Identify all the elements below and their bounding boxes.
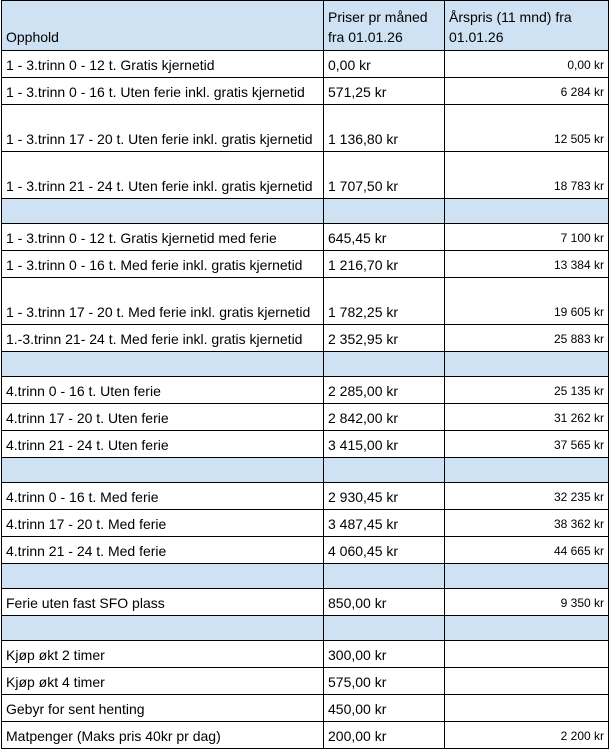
- separator-cell: [324, 458, 445, 483]
- cell-monthly-price: 1 216,70 kr: [324, 251, 445, 278]
- table-row: [2, 641, 609, 668]
- cell-stay: 4.trinn 17 - 20 t. Med ferie: [2, 510, 324, 537]
- separator-cell: [2, 352, 324, 377]
- cell-monthly-price: 2 930,45 kr: [324, 483, 445, 510]
- cell-stay: 1 - 3.trinn 0 - 16 t. Med ferie inkl. gratis kjernetid: [2, 251, 324, 278]
- separator-cell: [324, 564, 445, 589]
- header-annual-price: Årspris (11 mnd) fra 01.01.26: [445, 1, 609, 51]
- cell-monthly-price: 300,00 kr: [324, 641, 445, 668]
- cell-annual-price: 6 284 kr: [445, 78, 609, 105]
- price-table: [1, 0, 609, 749]
- cell-stay: 1 - 3.trinn 0 - 16 t. Uten ferie inkl. gratis kjernetid: [2, 78, 324, 105]
- cell-stay: 4.trinn 21 - 24 t. Med ferie: [2, 537, 324, 564]
- separator-cell: [2, 564, 324, 589]
- cell-annual-price: 9 350 kr: [445, 589, 609, 616]
- cell-annual-price: 38 362 kr: [445, 510, 609, 537]
- separator-cell: [2, 616, 324, 641]
- separator-cell: [324, 199, 445, 224]
- cell-monthly-price: 3 415,00 kr: [324, 431, 445, 458]
- cell-monthly-price: 4 060,45 kr: [324, 537, 445, 564]
- table-row: [2, 278, 609, 325]
- separator-cell: [324, 352, 445, 377]
- cell-monthly-price: 1 136,80 kr: [324, 105, 445, 152]
- cell-annual-price: 0,00 kr: [445, 51, 609, 78]
- table-row: [2, 722, 609, 749]
- cell-stay: Gebyr for sent henting: [2, 695, 324, 722]
- header-monthly-price: Priser pr måned fra 01.01.26: [324, 1, 445, 51]
- cell-annual-price: 37 565 kr: [445, 431, 609, 458]
- table-row: [2, 537, 609, 564]
- section-separator-row: [2, 458, 609, 483]
- separator-cell: [445, 564, 609, 589]
- cell-monthly-price: 571,25 kr: [324, 78, 445, 105]
- cell-annual-price: [445, 641, 609, 668]
- table-row: [2, 404, 609, 431]
- cell-stay: Kjøp økt 2 timer: [2, 641, 324, 668]
- cell-annual-price: [445, 668, 609, 695]
- separator-cell: [2, 458, 324, 483]
- cell-stay: Kjøp økt 4 timer: [2, 668, 324, 695]
- cell-monthly-price: 1 782,25 kr: [324, 278, 445, 325]
- separator-cell: [2, 199, 324, 224]
- separator-cell: [445, 199, 609, 224]
- table-body: [2, 51, 609, 749]
- cell-monthly-price: 1 707,50 kr: [324, 152, 445, 199]
- cell-monthly-price: 850,00 kr: [324, 589, 445, 616]
- cell-annual-price: 2 200 kr: [445, 722, 609, 749]
- table-row: [2, 78, 609, 105]
- table-row: [2, 224, 609, 251]
- cell-stay: 1 - 3.trinn 21 - 24 t. Uten ferie inkl. gratis kjernetid: [2, 152, 324, 199]
- table-row: [2, 377, 609, 404]
- separator-cell: [445, 458, 609, 483]
- cell-stay: 4.trinn 21 - 24 t. Uten ferie: [2, 431, 324, 458]
- section-separator-row: [2, 352, 609, 377]
- cell-annual-price: 25 883 kr: [445, 325, 609, 352]
- cell-stay: Ferie uten fast SFO plass: [2, 589, 324, 616]
- table-row: [2, 431, 609, 458]
- cell-stay: 1 - 3.trinn 17 - 20 t. Med ferie inkl. gratis kjernetid: [2, 278, 324, 325]
- cell-annual-price: 25 135 kr: [445, 377, 609, 404]
- cell-monthly-price: 3 487,45 kr: [324, 510, 445, 537]
- table-row: [2, 251, 609, 278]
- table-row: [2, 152, 609, 199]
- cell-annual-price: 18 783 kr: [445, 152, 609, 199]
- cell-monthly-price: 645,45 kr: [324, 224, 445, 251]
- table-row: [2, 668, 609, 695]
- header-row: [2, 1, 609, 51]
- cell-annual-price: 12 505 kr: [445, 105, 609, 152]
- cell-monthly-price: 200,00 kr: [324, 722, 445, 749]
- cell-annual-price: [445, 695, 609, 722]
- cell-annual-price: 13 384 kr: [445, 251, 609, 278]
- cell-annual-price: 7 100 kr: [445, 224, 609, 251]
- table-row: [2, 589, 609, 616]
- section-separator-row: [2, 616, 609, 641]
- header-stay: Opphold: [2, 1, 324, 51]
- cell-monthly-price: 575,00 kr: [324, 668, 445, 695]
- section-separator-row: [2, 199, 609, 224]
- section-separator-row: [2, 564, 609, 589]
- cell-stay: 1 - 3.trinn 0 - 12 t. Gratis kjernetid med ferie: [2, 224, 324, 251]
- table-row: [2, 695, 609, 722]
- cell-annual-price: 44 665 kr: [445, 537, 609, 564]
- table-row: [2, 483, 609, 510]
- cell-stay: Matpenger (Maks pris 40kr pr dag): [2, 722, 324, 749]
- separator-cell: [324, 616, 445, 641]
- cell-monthly-price: 2 285,00 kr: [324, 377, 445, 404]
- cell-stay: 1 - 3.trinn 0 - 12 t. Gratis kjernetid: [2, 51, 324, 78]
- table-row: [2, 51, 609, 78]
- cell-monthly-price: 2 842,00 kr: [324, 404, 445, 431]
- cell-stay: 4.trinn 0 - 16 t. Uten ferie: [2, 377, 324, 404]
- table-row: [2, 105, 609, 152]
- table-row: [2, 510, 609, 537]
- table-row: [2, 325, 609, 352]
- cell-monthly-price: 0,00 kr: [324, 51, 445, 78]
- separator-cell: [445, 352, 609, 377]
- cell-stay: 4.trinn 0 - 16 t. Med ferie: [2, 483, 324, 510]
- cell-annual-price: 32 235 kr: [445, 483, 609, 510]
- separator-cell: [445, 616, 609, 641]
- cell-monthly-price: 2 352,95 kr: [324, 325, 445, 352]
- cell-stay: 1.-3.trinn 21- 24 t. Med ferie inkl. gratis kjernetid: [2, 325, 324, 352]
- cell-monthly-price: 450,00 kr: [324, 695, 445, 722]
- cell-stay: 4.trinn 17 - 20 t. Uten ferie: [2, 404, 324, 431]
- cell-annual-price: 19 605 kr: [445, 278, 609, 325]
- cell-stay: 1 - 3.trinn 17 - 20 t. Uten ferie inkl. gratis kjernetid: [2, 105, 324, 152]
- cell-annual-price: 31 262 kr: [445, 404, 609, 431]
